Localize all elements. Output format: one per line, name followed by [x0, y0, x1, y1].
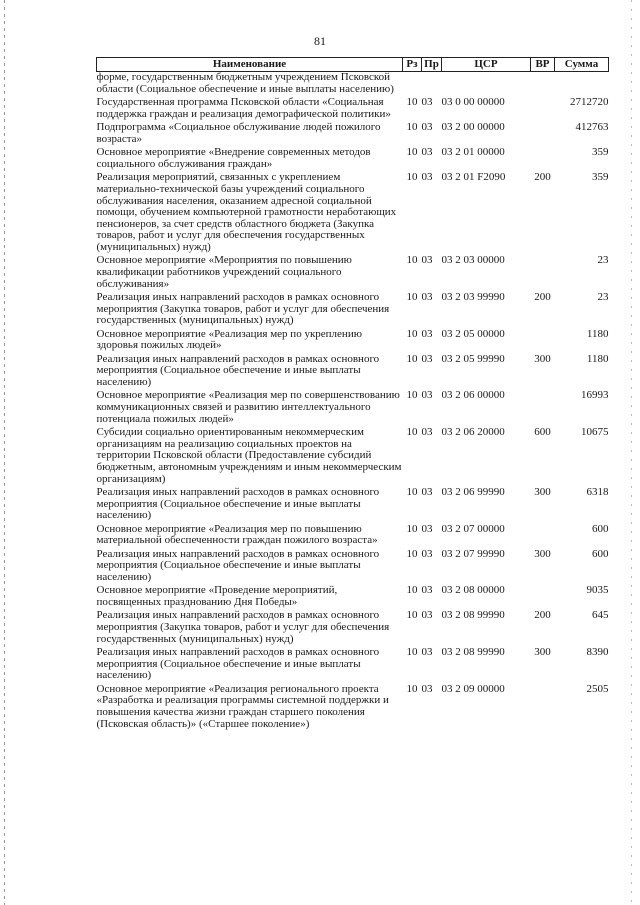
table-row	[97, 354, 609, 391]
table-row	[97, 427, 609, 487]
table-row	[97, 147, 609, 172]
cell-csr: 03 2 07 99990	[441, 547, 505, 560]
cell-rz: 10	[406, 291, 418, 304]
cell-csr: 03 2 03 99990	[441, 291, 505, 304]
cell-sum: 23	[597, 291, 609, 304]
cell-csr: 03 2 07 00000	[441, 522, 505, 535]
cell-vr	[531, 72, 555, 98]
cell-rz: 10	[406, 352, 418, 365]
cell-pr: 03	[421, 121, 433, 134]
cell-rz: 10	[406, 389, 418, 402]
cell-sum: 600	[592, 522, 609, 535]
cell-name: Реализация иных направлений расходов в рамках основного мероприятия (Социальное обеспечение и иные выплаты населению)	[96, 485, 380, 522]
cell-pr: 03	[421, 547, 433, 560]
cell-rz: 10	[406, 426, 418, 439]
cell-name: Реализация мероприятий, связанных с укреплением материально-технической базы учреждений социального обслуживания населения, оказанием адресной социальной помощи, обучением компьютерной грамотности неработающих пенсионеров, за счет средств областного бюджета (Закупка товаров, работ и услуг для обеспечения государственных (муниципальных) нужд)	[96, 171, 397, 253]
page-number: 81	[314, 34, 326, 48]
cell-sum: 1180	[586, 327, 609, 340]
cell-pr	[422, 72, 442, 98]
cell-rz: 10	[406, 682, 418, 695]
table-row	[97, 610, 609, 647]
cell-pr: 03	[421, 96, 433, 109]
cell-pr: 03	[421, 522, 433, 535]
cell-csr: 03 2 06 20000	[441, 426, 505, 439]
table-row	[97, 585, 609, 610]
cell-sum: 600	[592, 547, 609, 560]
cell-pr: 03	[421, 291, 433, 304]
table-row	[97, 97, 609, 122]
cell-sum: 1180	[586, 352, 609, 365]
cell-sum: 412763	[575, 121, 609, 134]
budget-table	[96, 57, 609, 732]
cell-csr: 03 2 05 00000	[441, 327, 505, 340]
cell-vr: 200	[534, 609, 551, 622]
scan-edge-right	[631, 0, 632, 905]
cell-vr	[531, 147, 555, 172]
header-sum: Сумма	[555, 58, 609, 72]
table-row	[97, 292, 609, 329]
cell-pr: 03	[421, 146, 433, 159]
cell-pr: 03	[421, 682, 433, 695]
cell-rz: 10	[406, 254, 418, 267]
cell-sum: 645	[592, 609, 609, 622]
table-row	[97, 487, 609, 524]
cell-rz: 10	[406, 522, 418, 535]
cell-rz: 10	[406, 646, 418, 659]
cell-sum	[555, 72, 609, 98]
cell-vr	[531, 97, 555, 122]
cell-vr	[531, 390, 555, 427]
cell-pr: 03	[421, 254, 433, 267]
cell-pr: 03	[421, 584, 433, 597]
cell-pr: 03	[421, 609, 433, 622]
cell-rz: 10	[406, 146, 418, 159]
cell-name: Основное мероприятие «Внедрение современных методов социального обслуживания граждан»	[96, 146, 371, 170]
cell-rz	[403, 72, 422, 98]
cell-name: Реализация иных направлений расходов в рамках основного мероприятия (Социальное обеспечение и иные выплаты населению)	[96, 352, 380, 388]
cell-name: Основное мероприятие «Реализация мер по совершенствованию коммуникационных связей и развитию интеллектуального потенциала пожилых людей»	[96, 389, 400, 425]
cell-rz: 10	[406, 485, 418, 498]
table-body	[97, 72, 609, 733]
cell-csr: 03 2 00 00000	[441, 121, 505, 134]
cell-sum: 10675	[581, 426, 609, 439]
cell-csr: 03 2 01 00000	[441, 146, 505, 159]
cell-rz: 10	[406, 327, 418, 340]
cell-csr: 03 2 05 99990	[441, 352, 505, 365]
cell-vr: 200	[534, 291, 551, 304]
cell-rz: 10	[406, 584, 418, 597]
cell-vr	[531, 122, 555, 147]
cell-csr: 03 2 03 00000	[441, 254, 505, 267]
cell-rz: 10	[406, 547, 418, 560]
cell-rz: 10	[406, 171, 418, 184]
cell-vr	[531, 329, 555, 354]
cell-pr: 03	[421, 352, 433, 365]
cell-csr: 03 2 06 99990	[441, 485, 505, 498]
cell-name: Реализация иных направлений расходов в рамках основного мероприятия (Закупка товаров, работ и услуг для обеспечения государственных (муниципальных) нужд)	[96, 291, 390, 327]
table-row	[97, 72, 609, 98]
cell-sum: 9035	[586, 584, 609, 597]
cell-sum: 2505	[586, 682, 609, 695]
header-rz: Рз	[403, 58, 422, 72]
cell-csr: 03 2 08 99990	[441, 609, 505, 622]
table-header	[97, 58, 609, 72]
cell-vr: 300	[534, 547, 551, 560]
table-row	[97, 647, 609, 684]
header-csr: ЦСР	[442, 58, 531, 72]
cell-name: Основное мероприятие «Мероприятия по повышению квалификации работников учреждений социального обслуживания»	[96, 254, 352, 290]
cell-csr	[442, 72, 531, 98]
cell-vr	[531, 255, 555, 292]
cell-name: Реализация иных направлений расходов в рамках основного мероприятия (Социальное обеспечение и иные выплаты населению)	[96, 547, 380, 583]
cell-rz: 10	[406, 96, 418, 109]
table-row	[97, 524, 609, 549]
scan-edge-left	[4, 0, 5, 905]
cell-pr: 03	[421, 485, 433, 498]
cell-pr: 03	[421, 389, 433, 402]
cell-pr: 03	[421, 171, 433, 184]
cell-csr: 03 2 09 00000	[441, 682, 505, 695]
cell-csr: 03 0 00 00000	[441, 96, 505, 109]
cell-name: Основное мероприятие «Реализация мер по укреплению здоровья пожилых людей»	[96, 327, 362, 352]
cell-sum: 359	[592, 146, 609, 159]
cell-vr: 300	[534, 485, 551, 498]
cell-sum: 16993	[581, 389, 609, 402]
cell-csr: 03 2 01 F2090	[441, 171, 506, 184]
header-row	[97, 58, 609, 72]
table-row	[97, 549, 609, 586]
cell-sum: 23	[597, 254, 609, 267]
cell-rz: 10	[406, 609, 418, 622]
table-row	[97, 684, 609, 732]
table-row	[97, 122, 609, 147]
cell-vr: 300	[534, 646, 551, 659]
cell-sum: 2712720	[570, 96, 609, 109]
cell-sum: 8390	[586, 646, 609, 659]
table-row	[97, 390, 609, 427]
header-vr: ВР	[531, 58, 555, 72]
header-name: Наименование	[97, 58, 403, 72]
cell-name: Реализация иных направлений расходов в рамках основного мероприятия (Закупка товаров, работ и услуг для обеспечения государственных (муниципальных) нужд)	[96, 609, 390, 645]
cell-vr: 600	[534, 426, 551, 439]
cell-vr	[531, 585, 555, 610]
cell-pr: 03	[421, 646, 433, 659]
cell-csr: 03 2 08 99990	[441, 646, 505, 659]
header-pr: Пр	[422, 58, 442, 72]
table-row	[97, 329, 609, 354]
cell-name: Основное мероприятие «Проведение мероприятий, посвященных празднованию Дня Победы»	[96, 584, 338, 608]
cell-vr: 300	[534, 352, 551, 365]
table-row	[97, 172, 609, 255]
cell-name: Подпрограмма «Социальное обслуживание людей пожилого возраста»	[96, 121, 381, 145]
cell-vr: 200	[534, 171, 551, 184]
cell-rz: 10	[406, 121, 418, 134]
cell-name: Основное мероприятие «Реализация регионального проекта «Разработка и реализация программы системной поддержки и повышения качества жизни граждан старшего поколения (Псковская область)» («Старшее поколение»)	[96, 682, 389, 730]
cell-sum: 359	[592, 171, 609, 184]
cell-name: форме, государственным бюджетным учреждением Псковской области (Социальное обеспечение и иные выплаты населению)	[96, 71, 394, 95]
cell-pr: 03	[421, 327, 433, 340]
cell-vr	[531, 684, 555, 732]
cell-sum: 6318	[586, 485, 609, 498]
cell-name: Основное мероприятие «Реализация мер по повышению материальной обеспеченности граждан пожилого возраста»	[96, 522, 378, 547]
cell-csr: 03 2 08 00000	[441, 584, 505, 597]
cell-csr: 03 2 06 00000	[441, 389, 505, 402]
table-row	[97, 255, 609, 292]
cell-name: Реализация иных направлений расходов в рамках основного мероприятия (Социальное обеспечение и иные выплаты населению)	[96, 646, 380, 682]
cell-vr	[531, 524, 555, 549]
cell-pr: 03	[421, 426, 433, 439]
cell-name: Государственная программа Псковской области «Социальная поддержка граждан и реализация демографической политики»	[96, 96, 391, 120]
cell-name: Субсидии социально ориентированным некоммерческим организациям на реализацию социальных проектов на территории Псковской области (Предоставление субсидий бюджетным, автономным учреждениям и иным некоммерческим организациям)	[96, 426, 402, 485]
